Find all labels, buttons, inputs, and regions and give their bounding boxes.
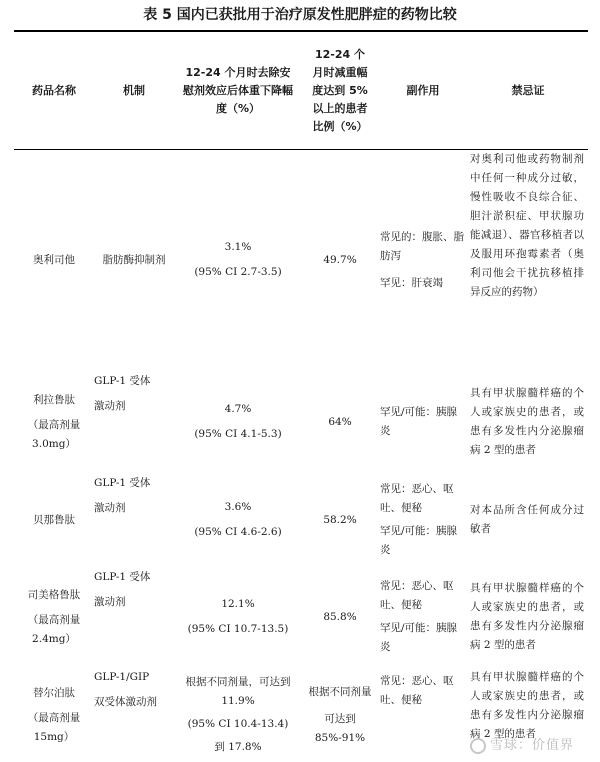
side-effects-cell bbox=[380, 668, 464, 762]
header-contraindications: 禁忌证 bbox=[511, 83, 545, 97]
drug-name-cell bbox=[14, 474, 94, 566]
mechanism-line: GLP-1 受体 bbox=[94, 375, 151, 387]
percent-cell bbox=[302, 668, 378, 762]
mechanism-line: GLP-1 受体 bbox=[94, 571, 151, 583]
side-effects-cell bbox=[380, 372, 464, 472]
drug-name: 贝那鲁肽 bbox=[33, 513, 75, 526]
drug-dose-note: （最高剂量 2.4mg） bbox=[27, 613, 81, 645]
percent-cell bbox=[302, 372, 378, 472]
weight-loss-ci: (95% CI 10.7-13.5) bbox=[187, 623, 289, 635]
weight-loss-upper: 到 17.8% bbox=[214, 741, 262, 753]
side-effect-common: 常见：恶心、呕吐、便秘 bbox=[380, 483, 454, 514]
mechanism-cell bbox=[94, 372, 174, 472]
drug-name-cell bbox=[14, 668, 94, 762]
side-effects-cell bbox=[380, 568, 464, 666]
percent-cell bbox=[302, 568, 378, 666]
side-effects-cell bbox=[380, 150, 464, 370]
side-effects-cell bbox=[380, 474, 464, 566]
mechanism-line: GLP-1/GIP bbox=[94, 671, 150, 683]
weight-loss-cell bbox=[176, 668, 300, 762]
percent-value: 根据不同剂量 bbox=[308, 685, 372, 698]
weight-loss-value: 根据不同剂量，可达到 11.9% bbox=[185, 676, 291, 707]
drug-dose-note: （最高剂量 15mg） bbox=[27, 711, 81, 743]
percent-value: 64% bbox=[328, 415, 352, 428]
side-effect-common: 常见：恶心、呕吐、便秘 bbox=[380, 580, 454, 611]
mechanism-line: GLP-1 受体 bbox=[94, 477, 151, 489]
weight-loss-value: 12.1% bbox=[221, 598, 255, 610]
weight-loss-cell bbox=[176, 150, 300, 370]
percent-value: 49.7% bbox=[323, 253, 357, 266]
mechanism-line: 激动剂 bbox=[94, 596, 126, 608]
mechanism-cell bbox=[94, 568, 174, 666]
percent-value: 58.2% bbox=[323, 513, 357, 526]
drug-name-cell bbox=[14, 568, 94, 666]
weight-loss-cell bbox=[176, 568, 300, 666]
side-effect-common: 常见：恶心、呕吐、便秘 bbox=[380, 675, 454, 706]
side-effect-rare: 罕见/可能：胰腺炎 bbox=[380, 525, 458, 556]
header-mechanism: 机制 bbox=[123, 83, 145, 97]
weight-loss-value: 4.7% bbox=[224, 403, 252, 415]
header-percent-5: 12-24 个月时减重幅度达到 5%以上的患者比例（%） bbox=[312, 47, 368, 133]
percent-value: 85.8% bbox=[323, 610, 357, 623]
weight-loss-cell bbox=[176, 372, 300, 472]
mechanism-line: 双受体激动剂 bbox=[94, 696, 157, 708]
weight-loss-ci: (95% CI 4.1-5.3) bbox=[194, 428, 282, 440]
contraindications-cell: 具有甲状腺髓样癌的个人或家族史的患者，或患有多发性内分泌腺瘤病 2 型的患者 bbox=[470, 582, 584, 651]
weight-loss-ci: (95% CI 10.4-13.4) bbox=[187, 718, 289, 730]
snowball-logo-icon bbox=[470, 738, 486, 754]
drug-name: 利拉鲁肽 bbox=[33, 393, 75, 406]
weight-loss-ci: (95% CI 4.6-2.6) bbox=[194, 526, 282, 538]
drug-name-cell bbox=[14, 150, 94, 370]
mechanism-cell bbox=[94, 474, 174, 566]
percent-cell bbox=[302, 150, 378, 370]
drug-dose-note: （最高剂量 3.0mg） bbox=[27, 418, 81, 450]
header-drug-name: 药品名称 bbox=[32, 83, 76, 97]
mechanism-cell bbox=[94, 150, 174, 370]
header-weight-loss: 12-24 个月时去除安慰剂效应后体重下降幅度（%） bbox=[183, 65, 293, 115]
drug-name: 司美格鲁肽 bbox=[27, 588, 81, 601]
contraindications-cell: 具有甲状腺髓样癌的个人或家族史的患者，或患有多发性内分泌腺瘤病 2 型的患者 bbox=[470, 387, 584, 456]
watermark-text: 雪球：价值界 bbox=[490, 738, 575, 753]
contraindications-cell: 对奥利司他或药物制剂中任何一种成分过敏，慢性吸收不良综合征、胆汁淤积症、甲状腺功能减退）、器官移植者以及服用环孢霉素者（奥利司他会干扰抗移植排异反应的药物） bbox=[470, 153, 584, 298]
weight-loss-value: 3.1% bbox=[224, 241, 252, 253]
drug-name: 替尔泊肽 bbox=[33, 686, 75, 699]
contraindications-cell: 对本品所含任何成分过敏者 bbox=[470, 504, 584, 535]
mechanism-line: 脂肪酶抑制剂 bbox=[102, 253, 166, 266]
contraindications-cell: 具有甲状腺髓样癌的个人或家族史的患者，或患有多发性内分泌腺瘤病 2 型的患者 bbox=[470, 671, 584, 740]
header-side-effects: 副作用 bbox=[406, 83, 440, 97]
mechanism-cell bbox=[94, 668, 174, 762]
side-effect-common: 常见的：腹胀、脂肪泻 bbox=[380, 230, 464, 262]
weight-loss-cell bbox=[176, 474, 300, 566]
drug-name-cell bbox=[14, 372, 94, 472]
weight-loss-value: 3.6% bbox=[224, 501, 252, 513]
watermark bbox=[470, 734, 574, 754]
side-effect-rare: 罕见/可能：胰腺炎 bbox=[380, 406, 458, 437]
percent-value: 可达到 85%-91% bbox=[314, 712, 366, 744]
weight-loss-ci: (95% CI 2.7-3.5) bbox=[194, 266, 282, 278]
mechanism-line: 激动剂 bbox=[94, 400, 126, 412]
side-effect-rare: 罕见：肝衰竭 bbox=[380, 276, 443, 289]
drug-name: 奥利司他 bbox=[33, 253, 75, 266]
mechanism-line: 激动剂 bbox=[94, 502, 126, 514]
percent-cell bbox=[302, 474, 378, 566]
table-title: 表 5 国内已获批用于治疗原发性肥胖症的药物比较 bbox=[143, 7, 457, 23]
side-effect-rare: 罕见/可能：胰腺炎 bbox=[380, 622, 458, 653]
